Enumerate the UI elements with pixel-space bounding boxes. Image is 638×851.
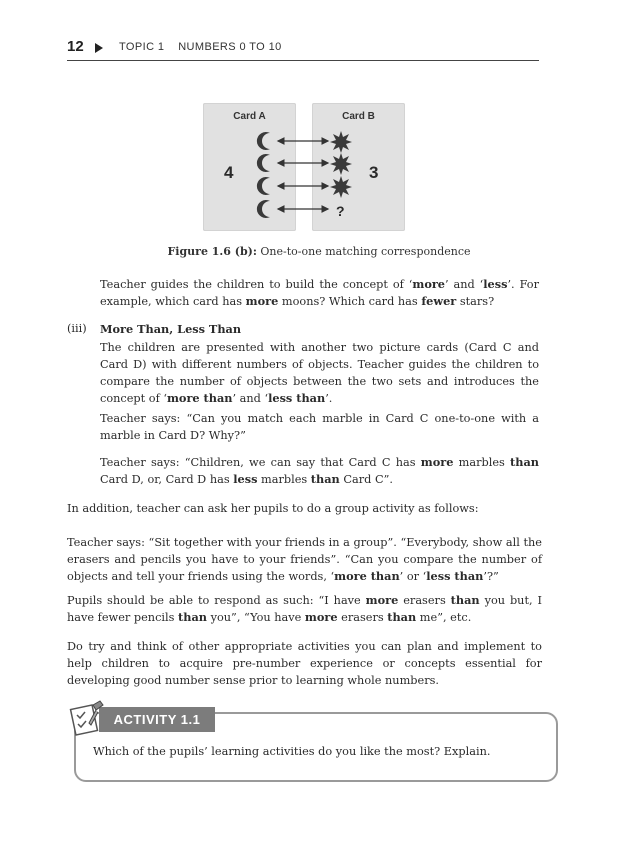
text: stars? (456, 295, 495, 308)
bold-term: more (365, 593, 399, 607)
moon-icon (257, 200, 270, 218)
bold-term: less (233, 472, 258, 486)
card-b-title: Card B (342, 111, 375, 122)
bold-term: than (450, 593, 480, 607)
paragraph-teacher-question: Teacher says: “Can you match each marble in Card C one-to-one with a marble in Card D? Why?” (100, 412, 539, 442)
text: ’ or ‘ (399, 570, 427, 583)
card-b-count: 3 (369, 163, 379, 182)
moon-icon (257, 177, 270, 195)
card-a-title: Card A (233, 111, 266, 122)
activity-question: Which of the pupils’ learning activities do you like the most? Explain. (93, 745, 491, 758)
bold-term: than (387, 610, 417, 624)
section-number: (iii) (67, 322, 87, 335)
star-icon (330, 153, 352, 175)
text: Teacher says: “Sit together with your friends in a group”. “Everybody, show all the erasers and pencils you have to your friends”. “Can you compare the number of objects and tell your friends using the words, ‘ (67, 536, 542, 583)
caption-label: Figure 1.6 (b): (167, 245, 257, 258)
moon-icon (257, 132, 270, 150)
page-header (67, 38, 539, 61)
page-number: 12 (67, 38, 84, 55)
bold-term: more (412, 277, 445, 291)
topic-title: TOPIC 1 NUMBERS 0 TO 10 (119, 41, 282, 53)
question-mark: ? (336, 203, 345, 219)
paragraph-group-activity (67, 534, 542, 585)
bold-term: fewer (421, 294, 457, 308)
bold-term: than (178, 610, 207, 624)
text: erasers (398, 594, 451, 607)
bold-term: more (245, 294, 279, 308)
text: The children are presented with another two picture cards (Card C and Card D) with different numbers of objects. Teacher guides the children to compare the number of objects between the two sets and introduces the concept of ‘ (100, 341, 539, 405)
paragraph-concept-more-less (100, 276, 539, 310)
matching-figure (200, 103, 400, 233)
card-a-count: 4 (224, 163, 234, 182)
bold-term: more (420, 455, 454, 469)
text: marbles (453, 456, 511, 469)
figure-caption (0, 245, 638, 258)
checklist-pencil-icon (67, 699, 107, 739)
text: Pupils should be able to respond as such: “I have (67, 594, 366, 607)
text: marbles (257, 473, 311, 486)
bold-term: less (483, 277, 508, 291)
caption-text: One-to-one matching correspondence (256, 245, 471, 258)
text: Card D, or, Card D has (100, 473, 234, 486)
activity-label: ACTIVITY 1.1 (99, 707, 215, 732)
paragraph-cards-c-d (100, 339, 539, 407)
text: you but, I have fewer pencils (67, 594, 542, 624)
paragraph-pupil-responses (67, 592, 542, 626)
bold-term: more (304, 610, 338, 624)
text: ’ and ‘ (445, 278, 484, 291)
play-arrow-icon (95, 43, 103, 53)
bold-term: less than (426, 569, 484, 583)
star-icon (330, 176, 352, 198)
bold-term: than (510, 455, 539, 469)
text: ’. (325, 392, 333, 405)
bold-term: more than (334, 569, 400, 583)
paragraph-other-activities: Do try and think of other appropriate activities you can plan and implement to help children to acquire pre-number experience or concepts essential for developing good number sense prior to learning whole numbers. (67, 640, 542, 687)
text: ’. For example, which card has (100, 278, 539, 308)
paragraph-teacher-statement (100, 454, 539, 488)
text: Teacher says: “Children, we can say that Card C has (100, 456, 421, 469)
text: you”, “You have (207, 611, 305, 624)
text: Teacher guides the children to build the concept of ‘ (100, 278, 413, 291)
section-heading: More Than, Less Than (100, 322, 242, 336)
bold-term: than (310, 472, 340, 486)
text: Card C”. (339, 473, 393, 486)
text: ’?” (483, 570, 499, 583)
text: ’ and ‘ (232, 392, 269, 405)
star-icon (330, 131, 352, 153)
bold-term: less than (268, 391, 326, 405)
bold-term: more than (166, 391, 233, 405)
paragraph-group-activity-intro: In addition, teacher can ask her pupils to do a group activity as follows: (67, 502, 479, 515)
text: me”, etc. (416, 611, 472, 624)
matching-arrows (200, 103, 400, 233)
text: erasers (337, 611, 388, 624)
moon-icon (257, 154, 270, 172)
text: moons? Which card has (278, 295, 422, 308)
